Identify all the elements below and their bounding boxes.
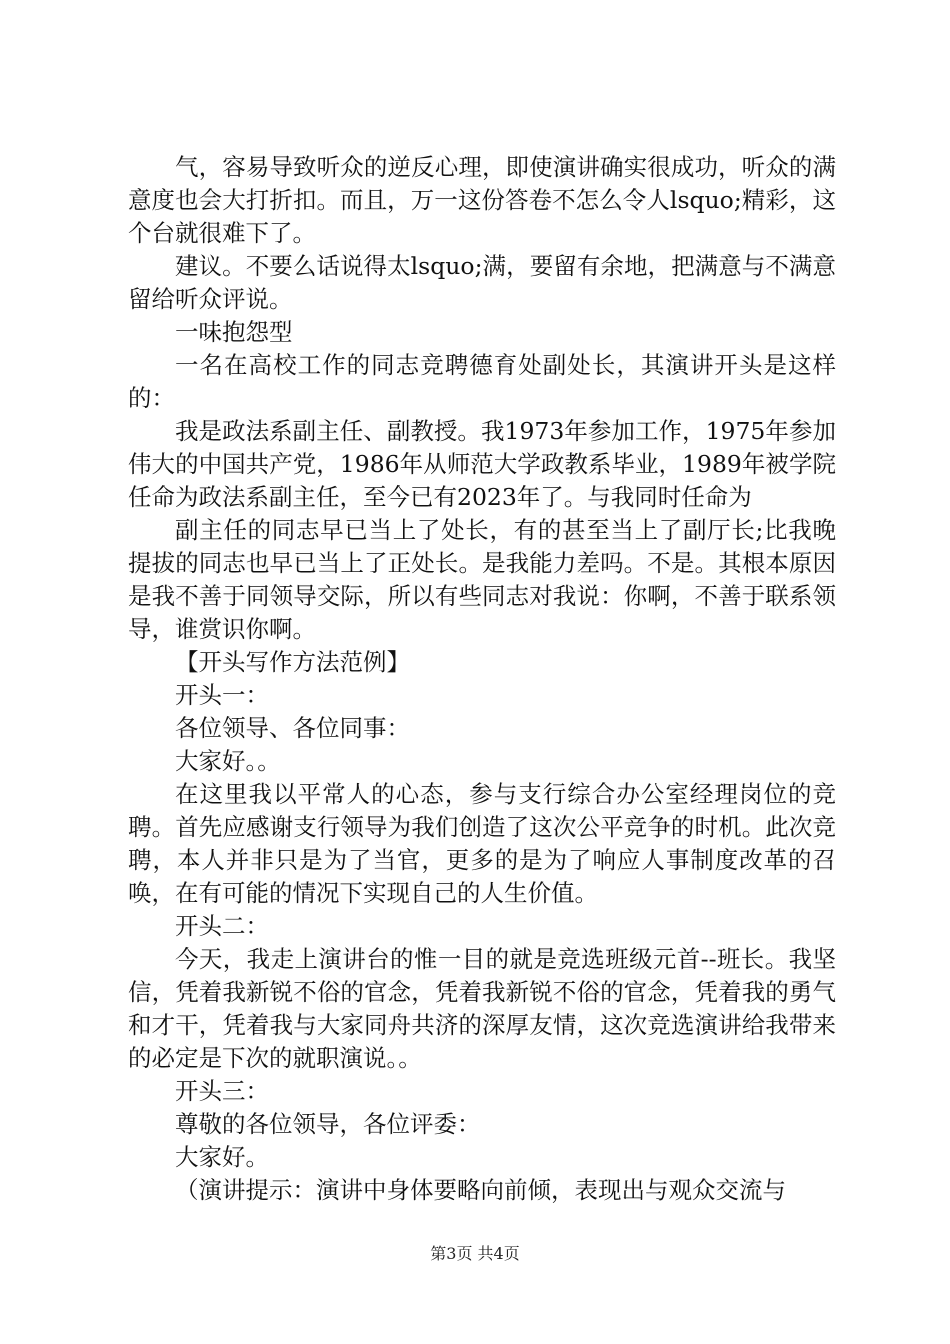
greeting: 大家好。。 — [175, 747, 281, 775]
page-footer: 第3页 共4页 — [430, 1244, 520, 1263]
paragraph: （演讲提示：演讲中身体要略向前倾，表现出与观众交流与 — [175, 1176, 786, 1204]
document-body — [128, 151, 836, 1207]
paragraph: 我是政法系副主任、副教授。我1973年参加工作，1975年参加伟大的中国共产党，1986年从师范大学政教系毕业，1989年被学院任命为政法系副主任，至今已有2023年了。与我同时任命为 — [128, 417, 836, 511]
salutation: 各位领导、各位同事： — [175, 714, 410, 742]
greeting: 大家好。 — [175, 1143, 269, 1171]
paragraph: 今天，我走上演讲台的惟一目的就是竞选班级元首--班长。我坚信，凭着我新锐不俗的官念，凭着我新锐不俗的官念，凭着我的勇气和才干，凭着我与大家同舟共济的深厚友情，这次竞选演讲给我带来的必定是下次的就职演说。。 — [128, 945, 836, 1072]
paragraph: 一名在高校工作的同志竞聘德育处副处长，其演讲开头是这样的： — [128, 351, 836, 412]
paragraph: 建议。不要么话说得太lsquo;满，要留有余地，把满意与不满意留给听众评说。 — [128, 252, 836, 313]
paragraph: 气，容易导致听众的逆反心理，即使演讲确实很成功，听众的满意度也会大打折扣。而且，万一这份答卷不怎么令人lsquo;精彩，这个台就很难下了。 — [128, 153, 836, 247]
section-heading: 【开头写作方法范例】 — [175, 648, 410, 676]
paragraph: 在这里我以平常人的心态，参与支行综合办公室经理岗位的竞聘。首先应感谢支行领导为我们创造了这次公平竞争的时机。此次竞聘，本人并非只是为了当官，更多的是为了响应人事制度改革的召唤，在有可能的情况下实现自己的人生价值。 — [128, 780, 836, 907]
example-heading: 开头一： — [175, 681, 269, 709]
salutation: 尊敬的各位领导，各位评委： — [175, 1110, 481, 1138]
example-heading: 开头二： — [175, 912, 269, 940]
example-heading: 开头三： — [175, 1077, 269, 1105]
paragraph: 副主任的同志早已当上了处长，有的甚至当上了副厅长;比我晚提拔的同志也早已当上了正处长。是我能力差吗。不是。其根本原因是我不善于同领导交际，所以有些同志对我说：你啊，不善于联系领导，谁赏识你啊。 — [128, 516, 836, 643]
section-heading: 一味抱怨型 — [175, 318, 293, 346]
